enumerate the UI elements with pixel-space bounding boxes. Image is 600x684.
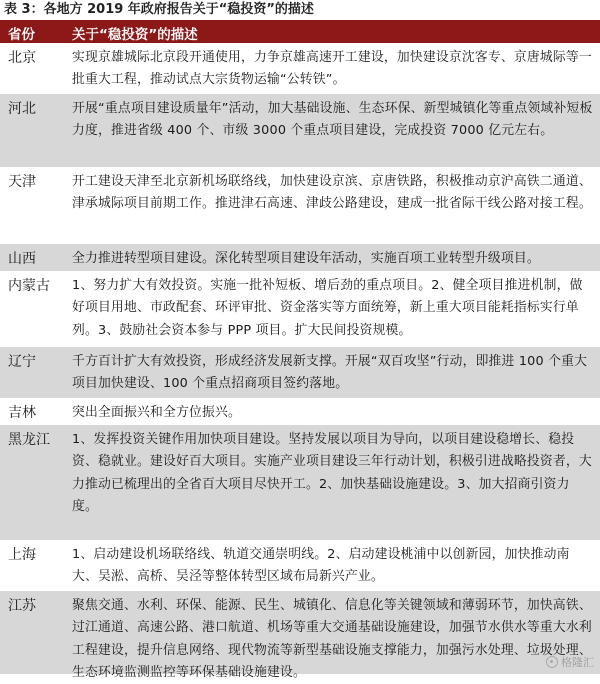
table-row-hebei <box>0 94 600 167</box>
description-cell: 聚焦交通、水利、环保、能源、民生、城镇化、信息化等关键领域和薄弱环节，加快高铁、过江通道、高速公路、港口航道、机场等重大交通基础设施建设，加强节水供水等重大水利工程建设，提升信息网络、现代物流等新型基础设施支撑能力，加强污水处理、垃圾处理、生态环境监测监控等环保基础设施建设。 <box>72 598 592 680</box>
watermark <box>546 654 594 670</box>
province-cell: 上海 <box>8 547 36 563</box>
province-cell: 天津 <box>8 174 36 190</box>
description-cell: 1、启动建设机场联络线、轨道交通崇明线。2、启动建设桃浦中以创新园，加快推动南大、吴淞、高桥、吴泾等整体转型区域布局新兴产业。 <box>72 547 570 585</box>
header-description: 关于“稳投资”的描述 <box>72 27 198 43</box>
province-cell: 山西 <box>8 251 36 267</box>
table-row-liaoning <box>0 347 600 398</box>
description-cell: 1、努力扩大有效投资。实施一批补短板、增后劲的重点项目。2、健全项目推进机制，做好项目用地、市政配套、环评审批、资金落实等方面统筹，新上重大项目能耗指标实行单列。3、鼓励社会资本参与 PPP 项目。扩大民间投资规模。 <box>72 278 583 338</box>
table-row-beijing <box>0 43 600 94</box>
description-cell: 突出全面振兴和全方位振兴。 <box>72 405 241 420</box>
table-caption: 表 3：各地方 2019 年政府报告关于“稳投资”的描述 <box>4 2 314 17</box>
province-cell: 江苏 <box>8 598 36 614</box>
province-cell: 辽宁 <box>8 354 36 370</box>
table-row-jiangsu <box>0 591 600 680</box>
watermark-text: 格隆汇 <box>561 656 594 669</box>
province-cell: 吉林 <box>8 405 36 421</box>
description-cell: 千方百计扩大有效投资，形成经济发展新支撑。开展“双百攻坚”行动，即推进 100 个重大项目加快建设、100 个重点招商项目签约落地。 <box>72 354 588 392</box>
province-cell: 黑龙江 <box>8 432 50 448</box>
table-header <box>0 20 600 43</box>
table-row-shanxi <box>0 244 600 271</box>
description-cell: 开工建设天津至北京新机场联络线，加快建设京滨、京唐铁路，积极推动京沪高铁二通道、津承城际项目前期工作。推进津石高速、津歧公路建设，建成一批省际干线公路对接工程。 <box>72 174 592 212</box>
header-province: 省份 <box>8 27 35 43</box>
table-row-tianjin <box>0 167 600 244</box>
province-cell: 河北 <box>8 101 36 117</box>
table-row-shanghai <box>0 540 600 591</box>
description-cell: 开展“重点项目建设质量年”活动，加大基础设施、生态环保、新型城镇化等重点领域补短板力度，推进省级 400 个、市级 3000 个重点项目建设，完成投资 7000 亿元左右。 <box>72 101 593 139</box>
table-row-neimenggu <box>0 271 600 347</box>
province-cell: 内蒙古 <box>8 278 50 294</box>
table-row-heilongjiang <box>0 425 600 540</box>
province-cell: 北京 <box>8 50 36 66</box>
description-cell: 全力推进转型项目建设。深化转型项目建设年活动，实施百项工业转型升级项目。 <box>72 251 540 266</box>
watermark-logo-icon <box>546 656 558 668</box>
description-cell: 实现京雄城际北京段开通使用，力争京雄高速开工建设，加快建设京沈客专、京唐城际等一批重大工程，推动试点大宗货物运输“公转铁”。 <box>72 50 592 88</box>
description-cell: 1、发挥投资关键作用加快项目建设。坚持发展以项目为导向，以项目建设稳增长、稳投资、稳就业。建设好百大项目。实施产业项目建设三年行动计划，积极引进战略投资者，大力推动已梳理出的全省百大项目尽快开工。2、加快基础设施建设。3、加大招商引资力度。 <box>72 432 592 514</box>
table-row-jilin <box>0 398 600 425</box>
